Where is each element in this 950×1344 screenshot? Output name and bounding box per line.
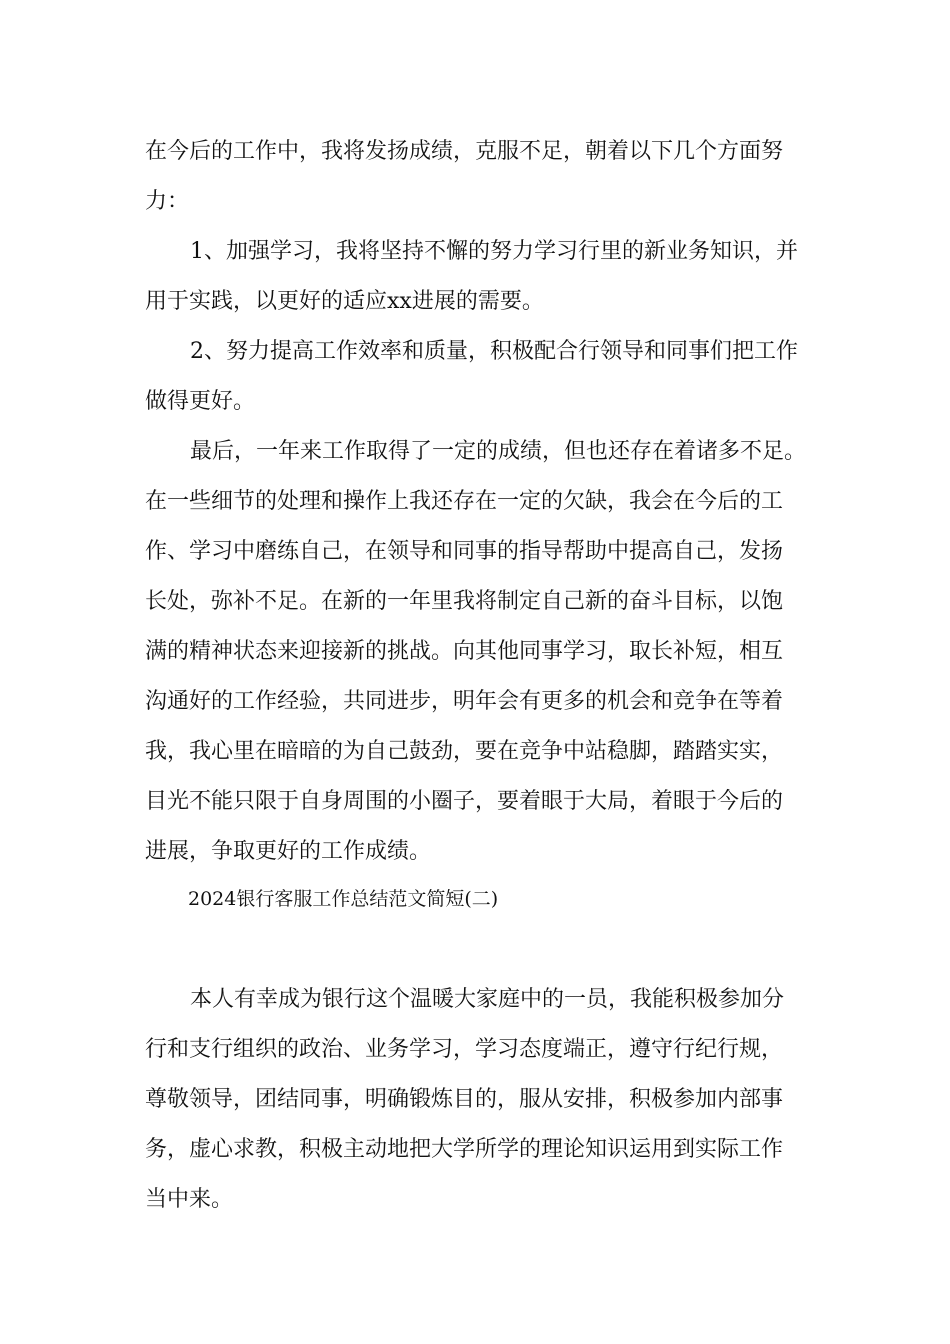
- list-item-line: 做得更好。: [145, 389, 256, 414]
- list-item-line: 1、加强学习，我将坚持不懈的努力学习行里的新业务知识，并: [190, 239, 798, 264]
- paragraph-line: 在一些细节的处理和操作上我还存在一定的欠缺，我会在今后的工: [145, 489, 784, 514]
- list-item-line: 用于实践，以更好的适应xx进展的需要。: [145, 289, 544, 314]
- paragraph-line: 长处，弥补不足。在新的一年里我将制定自己新的奋斗目标，以饱: [145, 589, 784, 614]
- paragraph-line: 当中来。: [145, 1187, 234, 1212]
- paragraph-line: 最后，一年来工作取得了一定的成绩，但也还存在着诸多不足。: [190, 439, 807, 464]
- paragraph-line: 作、学习中磨练自己，在领导和同事的指导帮助中提高自己，发扬: [145, 539, 784, 564]
- list-item-line: 2、努力提高工作效率和质量，积极配合行领导和同事们把工作: [190, 339, 798, 364]
- paragraph-line: 务，虚心求教，积极主动地把大学所学的理论知识运用到实际工作: [145, 1137, 784, 1162]
- paragraph-line: 我，我心里在暗暗的为自己鼓劲，要在竞争中站稳脚，踏踏实实，: [145, 739, 784, 764]
- paragraph-line: 进展，争取更好的工作成绩。: [145, 839, 432, 864]
- paragraph-line: 目光不能只限于自身周围的小圈子，要着眼于大局，着眼于今后的: [145, 789, 784, 814]
- paragraph-line: 尊敬领导，团结同事，明确锻炼目的，服从安排，积极参加内部事: [145, 1087, 784, 1112]
- section-title: 2024银行客服工作总结范文简短(二): [188, 888, 499, 910]
- paragraph-line: 行和支行组织的政治、业务学习，学习态度端正，遵守行纪行规，: [145, 1037, 784, 1062]
- paragraph-line: 力：: [145, 189, 190, 214]
- paragraph-line: 满的精神状态来迎接新的挑战。向其他同事学习，取长补短，相互: [145, 639, 784, 664]
- paragraph-line: 在今后的工作中，我将发扬成绩，克服不足，朝着以下几个方面努: [145, 139, 784, 164]
- paragraph-line: 本人有幸成为银行这个温暖大家庭中的一员，我能积极参加分: [190, 987, 785, 1012]
- paragraph-line: 沟通好的工作经验，共同进步，明年会有更多的机会和竞争在等着: [145, 689, 784, 714]
